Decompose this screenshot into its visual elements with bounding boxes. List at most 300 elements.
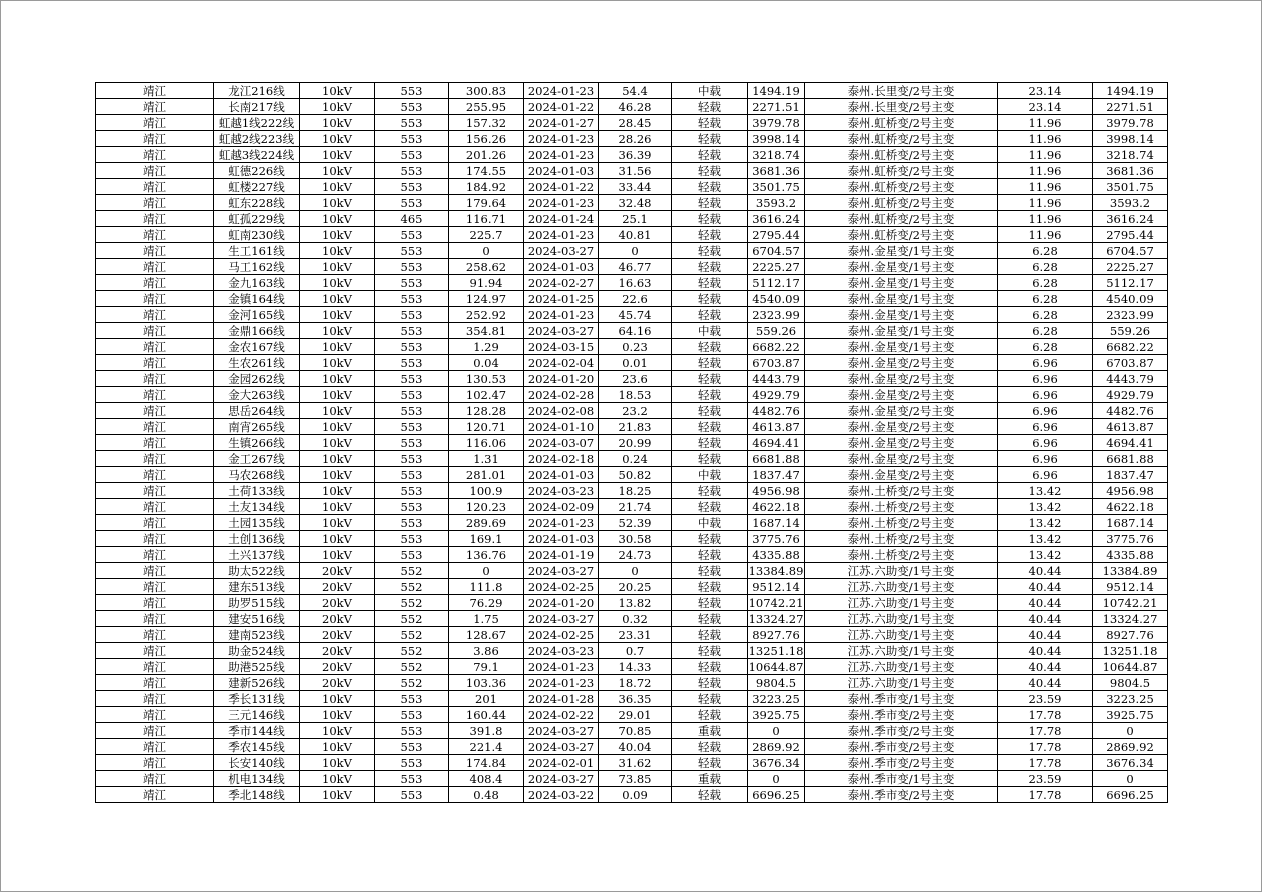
- cell-remaining-capacity: 6704.57: [1093, 243, 1168, 259]
- cell-transformer-margin: 6.96: [998, 451, 1093, 467]
- cell-available-capacity: 1687.14: [748, 515, 805, 531]
- cell-rated-capacity: 553: [375, 691, 449, 707]
- cell-load-status: 轻载: [672, 579, 748, 595]
- cell-voltage-level: 10kV: [300, 243, 375, 259]
- cell-load-rate: 23.31: [599, 627, 672, 643]
- cell-remaining-capacity: 9512.14: [1093, 579, 1168, 595]
- cell-load-status: 轻载: [672, 611, 748, 627]
- cell-county: 靖江: [96, 483, 214, 499]
- cell-available-capacity: 3925.75: [748, 707, 805, 723]
- cell-load-status: 轻载: [672, 147, 748, 163]
- cell-substation-transformer: 泰州.金星变/2号主变: [805, 419, 998, 435]
- cell-load-rate: 33.44: [599, 179, 672, 195]
- cell-county: 靖江: [96, 131, 214, 147]
- cell-peak-load: 111.8: [449, 579, 524, 595]
- cell-substation-transformer: 泰州.金星变/2号主变: [805, 467, 998, 483]
- cell-substation-transformer: 泰州.金星变/2号主变: [805, 435, 998, 451]
- cell-transformer-margin: 40.44: [998, 563, 1093, 579]
- cell-substation-transformer: 泰州.金星变/2号主变: [805, 355, 998, 371]
- cell-load-rate: 0: [599, 563, 672, 579]
- table-row: [96, 691, 1168, 707]
- cell-remaining-capacity: 4613.87: [1093, 419, 1168, 435]
- cell-peak-date: 2024-03-22: [524, 787, 599, 803]
- cell-county: 靖江: [96, 467, 214, 483]
- cell-load-status: 中载: [672, 83, 748, 99]
- cell-load-rate: 18.25: [599, 483, 672, 499]
- table-row: [96, 595, 1168, 611]
- cell-available-capacity: 4694.41: [748, 435, 805, 451]
- cell-rated-capacity: 553: [375, 723, 449, 739]
- cell-remaining-capacity: 5112.17: [1093, 275, 1168, 291]
- cell-voltage-level: 10kV: [300, 451, 375, 467]
- cell-feeder-name: 季北148线: [214, 787, 300, 803]
- cell-feeder-name: 虹越1线222线: [214, 115, 300, 131]
- cell-available-capacity: 2271.51: [748, 99, 805, 115]
- cell-available-capacity: 3998.14: [748, 131, 805, 147]
- cell-transformer-margin: 11.96: [998, 227, 1093, 243]
- cell-peak-date: 2024-01-23: [524, 147, 599, 163]
- cell-peak-date: 2024-01-23: [524, 195, 599, 211]
- table-row: [96, 755, 1168, 771]
- cell-load-status: 轻载: [672, 435, 748, 451]
- cell-feeder-name: 机电134线: [214, 771, 300, 787]
- cell-peak-load: 179.64: [449, 195, 524, 211]
- cell-remaining-capacity: 3775.76: [1093, 531, 1168, 547]
- cell-peak-date: 2024-01-23: [524, 675, 599, 691]
- cell-load-rate: 45.74: [599, 307, 672, 323]
- cell-rated-capacity: 553: [375, 259, 449, 275]
- cell-load-status: 轻载: [672, 163, 748, 179]
- cell-transformer-margin: 11.96: [998, 179, 1093, 195]
- cell-load-status: 轻载: [672, 547, 748, 563]
- cell-peak-date: 2024-03-27: [524, 323, 599, 339]
- table-row: [96, 707, 1168, 723]
- cell-remaining-capacity: 559.26: [1093, 323, 1168, 339]
- cell-voltage-level: 20kV: [300, 563, 375, 579]
- cell-available-capacity: 4482.76: [748, 403, 805, 419]
- cell-substation-transformer: 江苏.六助变/1号主变: [805, 611, 998, 627]
- table-row: [96, 323, 1168, 339]
- cell-available-capacity: 4956.98: [748, 483, 805, 499]
- cell-feeder-name: 金鼎166线: [214, 323, 300, 339]
- cell-transformer-margin: 6.96: [998, 403, 1093, 419]
- cell-substation-transformer: 泰州.季市变/2号主变: [805, 723, 998, 739]
- cell-load-rate: 13.82: [599, 595, 672, 611]
- cell-load-rate: 21.83: [599, 419, 672, 435]
- cell-available-capacity: 6703.87: [748, 355, 805, 371]
- cell-remaining-capacity: 3998.14: [1093, 131, 1168, 147]
- cell-county: 靖江: [96, 531, 214, 547]
- cell-remaining-capacity: 13384.89: [1093, 563, 1168, 579]
- cell-feeder-name: 助金524线: [214, 643, 300, 659]
- cell-transformer-margin: 40.44: [998, 611, 1093, 627]
- table-row: [96, 563, 1168, 579]
- cell-substation-transformer: 江苏.六助变/1号主变: [805, 659, 998, 675]
- cell-peak-load: 120.23: [449, 499, 524, 515]
- cell-feeder-name: 生镇266线: [214, 435, 300, 451]
- cell-voltage-level: 10kV: [300, 179, 375, 195]
- cell-feeder-name: 金河165线: [214, 307, 300, 323]
- cell-remaining-capacity: 3676.34: [1093, 755, 1168, 771]
- cell-feeder-name: 思岳264线: [214, 403, 300, 419]
- cell-available-capacity: 4613.87: [748, 419, 805, 435]
- cell-substation-transformer: 泰州.金星变/1号主变: [805, 323, 998, 339]
- cell-rated-capacity: 553: [375, 339, 449, 355]
- cell-peak-date: 2024-02-04: [524, 355, 599, 371]
- cell-remaining-capacity: 0: [1093, 771, 1168, 787]
- cell-remaining-capacity: 6681.88: [1093, 451, 1168, 467]
- cell-substation-transformer: 泰州.土桥变/2号主变: [805, 515, 998, 531]
- cell-peak-load: 0.48: [449, 787, 524, 803]
- cell-peak-date: 2024-02-28: [524, 387, 599, 403]
- cell-peak-load: 136.76: [449, 547, 524, 563]
- cell-voltage-level: 10kV: [300, 499, 375, 515]
- cell-voltage-level: 10kV: [300, 275, 375, 291]
- cell-load-rate: 21.74: [599, 499, 672, 515]
- cell-load-rate: 20.25: [599, 579, 672, 595]
- cell-load-status: 轻载: [672, 691, 748, 707]
- cell-load-status: 轻载: [672, 451, 748, 467]
- cell-peak-load: 0.04: [449, 355, 524, 371]
- cell-load-rate: 29.01: [599, 707, 672, 723]
- cell-feeder-name: 助罗515线: [214, 595, 300, 611]
- cell-voltage-level: 10kV: [300, 99, 375, 115]
- cell-rated-capacity: 553: [375, 515, 449, 531]
- cell-voltage-level: 10kV: [300, 435, 375, 451]
- cell-load-rate: 32.48: [599, 195, 672, 211]
- cell-load-status: 轻载: [672, 403, 748, 419]
- cell-substation-transformer: 泰州.虹桥变/2号主变: [805, 195, 998, 211]
- cell-feeder-name: 长安140线: [214, 755, 300, 771]
- cell-load-rate: 73.85: [599, 771, 672, 787]
- cell-rated-capacity: 553: [375, 483, 449, 499]
- table-row: [96, 83, 1168, 99]
- cell-feeder-name: 土兴137线: [214, 547, 300, 563]
- cell-rated-capacity: 553: [375, 163, 449, 179]
- cell-rated-capacity: 553: [375, 115, 449, 131]
- cell-substation-transformer: 泰州.金星变/2号主变: [805, 371, 998, 387]
- cell-feeder-name: 建南523线: [214, 627, 300, 643]
- cell-load-status: 轻载: [672, 211, 748, 227]
- cell-peak-load: 289.69: [449, 515, 524, 531]
- cell-county: 靖江: [96, 451, 214, 467]
- table-row: [96, 147, 1168, 163]
- cell-substation-transformer: 泰州.虹桥变/2号主变: [805, 163, 998, 179]
- cell-available-capacity: 3681.36: [748, 163, 805, 179]
- cell-voltage-level: 20kV: [300, 675, 375, 691]
- cell-peak-date: 2024-03-27: [524, 243, 599, 259]
- cell-transformer-margin: 40.44: [998, 643, 1093, 659]
- table-row: [96, 547, 1168, 563]
- cell-transformer-margin: 6.28: [998, 291, 1093, 307]
- cell-peak-load: 1.75: [449, 611, 524, 627]
- cell-load-rate: 23.6: [599, 371, 672, 387]
- cell-rated-capacity: 552: [375, 611, 449, 627]
- cell-load-status: 轻载: [672, 755, 748, 771]
- cell-rated-capacity: 553: [375, 323, 449, 339]
- cell-rated-capacity: 553: [375, 307, 449, 323]
- cell-peak-load: 300.83: [449, 83, 524, 99]
- cell-transformer-margin: 6.96: [998, 355, 1093, 371]
- cell-peak-load: 201.26: [449, 147, 524, 163]
- cell-feeder-name: 龙江216线: [214, 83, 300, 99]
- cell-remaining-capacity: 4482.76: [1093, 403, 1168, 419]
- cell-feeder-name: 建新526线: [214, 675, 300, 691]
- cell-rated-capacity: 553: [375, 99, 449, 115]
- cell-rated-capacity: 553: [375, 387, 449, 403]
- cell-substation-transformer: 泰州.季市变/1号主变: [805, 771, 998, 787]
- cell-remaining-capacity: 1687.14: [1093, 515, 1168, 531]
- table-row: [96, 195, 1168, 211]
- cell-voltage-level: 10kV: [300, 739, 375, 755]
- cell-voltage-level: 20kV: [300, 579, 375, 595]
- cell-transformer-margin: 6.96: [998, 467, 1093, 483]
- cell-load-status: 重载: [672, 723, 748, 739]
- cell-transformer-margin: 13.42: [998, 499, 1093, 515]
- cell-voltage-level: 20kV: [300, 595, 375, 611]
- cell-transformer-margin: 40.44: [998, 627, 1093, 643]
- cell-transformer-margin: 40.44: [998, 659, 1093, 675]
- cell-remaining-capacity: 10644.87: [1093, 659, 1168, 675]
- table-row: [96, 131, 1168, 147]
- table-row: [96, 275, 1168, 291]
- cell-load-rate: 0.24: [599, 451, 672, 467]
- cell-substation-transformer: 泰州.长里变/2号主变: [805, 99, 998, 115]
- table-row: [96, 611, 1168, 627]
- cell-peak-date: 2024-01-23: [524, 131, 599, 147]
- cell-feeder-name: 季农145线: [214, 739, 300, 755]
- cell-available-capacity: 10644.87: [748, 659, 804, 674]
- cell-available-capacity: 4540.09: [748, 291, 805, 307]
- cell-peak-date: 2024-03-07: [524, 435, 599, 451]
- cell-voltage-level: 10kV: [300, 259, 375, 275]
- table-row: [96, 515, 1168, 531]
- cell-rated-capacity: 553: [375, 195, 449, 211]
- cell-available-capacity: 13251.18: [748, 643, 804, 658]
- cell-substation-transformer: 泰州.金星变/1号主变: [805, 243, 998, 259]
- cell-voltage-level: 10kV: [300, 147, 375, 163]
- cell-county: 靖江: [96, 355, 214, 371]
- table-row: [96, 451, 1168, 467]
- cell-load-rate: 0.32: [599, 611, 672, 627]
- cell-feeder-name: 虹越3线224线: [214, 147, 300, 163]
- cell-voltage-level: 20kV: [300, 659, 375, 675]
- cell-transformer-margin: 17.78: [998, 723, 1093, 739]
- cell-load-status: 中载: [672, 515, 748, 531]
- cell-load-status: 轻载: [672, 595, 748, 611]
- cell-load-rate: 31.62: [599, 755, 672, 771]
- cell-transformer-margin: 6.28: [998, 275, 1093, 291]
- cell-peak-date: 2024-01-22: [524, 179, 599, 195]
- cell-substation-transformer: 江苏.六助变/1号主变: [805, 675, 998, 691]
- cell-load-rate: 0.23: [599, 339, 672, 355]
- cell-county: 靖江: [96, 499, 214, 515]
- cell-remaining-capacity: 8927.76: [1093, 627, 1168, 643]
- cell-rated-capacity: 553: [375, 547, 449, 563]
- cell-load-status: 轻载: [672, 659, 748, 675]
- cell-feeder-name: 季市144线: [214, 723, 300, 739]
- cell-feeder-name: 土园135线: [214, 515, 300, 531]
- table-row: [96, 243, 1168, 259]
- cell-peak-date: 2024-01-03: [524, 259, 599, 275]
- cell-substation-transformer: 泰州.季市变/2号主变: [805, 755, 998, 771]
- cell-peak-load: 100.9: [449, 483, 524, 499]
- cell-rated-capacity: 552: [375, 627, 449, 643]
- cell-available-capacity: 6681.88: [748, 451, 805, 467]
- cell-remaining-capacity: 3925.75: [1093, 707, 1168, 723]
- table-row: [96, 467, 1168, 483]
- cell-available-capacity: 559.26: [748, 323, 805, 339]
- table-row: [96, 771, 1168, 787]
- cell-peak-load: 391.8: [449, 723, 524, 739]
- cell-peak-date: 2024-01-03: [524, 163, 599, 179]
- cell-available-capacity: 3501.75: [748, 179, 805, 195]
- table-row: [96, 339, 1168, 355]
- cell-load-status: 轻载: [672, 419, 748, 435]
- cell-remaining-capacity: 2869.92: [1093, 739, 1168, 755]
- cell-peak-date: 2024-02-09: [524, 499, 599, 515]
- cell-substation-transformer: 泰州.金星变/2号主变: [805, 451, 998, 467]
- cell-peak-date: 2024-01-03: [524, 531, 599, 547]
- cell-remaining-capacity: 0: [1093, 723, 1168, 739]
- cell-county: 靖江: [96, 787, 214, 803]
- cell-load-status: 轻载: [672, 243, 748, 259]
- cell-load-rate: 25.1: [599, 211, 672, 227]
- cell-peak-load: 169.1: [449, 531, 524, 547]
- cell-peak-load: 103.36: [449, 675, 524, 691]
- cell-peak-load: 0: [449, 563, 524, 579]
- cell-voltage-level: 10kV: [300, 83, 375, 99]
- cell-peak-date: 2024-02-08: [524, 403, 599, 419]
- cell-load-status: 轻载: [672, 131, 748, 147]
- cell-rated-capacity: 552: [375, 579, 449, 595]
- cell-county: 靖江: [96, 643, 214, 659]
- table-row: [96, 355, 1168, 371]
- cell-substation-transformer: 泰州.虹桥变/2号主变: [805, 115, 998, 131]
- cell-load-status: 轻载: [672, 195, 748, 211]
- cell-available-capacity: 10742.21: [748, 595, 804, 610]
- cell-available-capacity: 2323.99: [748, 307, 805, 323]
- cell-substation-transformer: 江苏.六助变/1号主变: [805, 627, 998, 643]
- cell-remaining-capacity: 3223.25: [1093, 691, 1168, 707]
- cell-substation-transformer: 泰州.虹桥变/2号主变: [805, 179, 998, 195]
- table-row: [96, 387, 1168, 403]
- cell-load-rate: 22.6: [599, 291, 672, 307]
- cell-county: 靖江: [96, 83, 214, 99]
- cell-county: 靖江: [96, 691, 214, 707]
- cell-county: 靖江: [96, 627, 214, 643]
- cell-remaining-capacity: 6682.22: [1093, 339, 1168, 355]
- cell-rated-capacity: 553: [375, 227, 449, 243]
- cell-voltage-level: 10kV: [300, 227, 375, 243]
- cell-load-status: 轻载: [672, 99, 748, 115]
- cell-voltage-level: 10kV: [300, 403, 375, 419]
- cell-available-capacity: 2795.44: [748, 227, 805, 243]
- cell-rated-capacity: 553: [375, 739, 449, 755]
- cell-voltage-level: 10kV: [300, 323, 375, 339]
- cell-peak-date: 2024-02-22: [524, 707, 599, 723]
- table-row: [96, 435, 1168, 451]
- cell-substation-transformer: 泰州.金星变/1号主变: [805, 291, 998, 307]
- cell-county: 靖江: [96, 227, 214, 243]
- cell-transformer-margin: 11.96: [998, 163, 1093, 179]
- cell-peak-load: 76.29: [449, 595, 524, 611]
- cell-rated-capacity: 552: [375, 659, 449, 675]
- cell-load-rate: 40.04: [599, 739, 672, 755]
- cell-remaining-capacity: 2225.27: [1093, 259, 1168, 275]
- cell-transformer-margin: 6.28: [998, 259, 1093, 275]
- cell-load-rate: 16.63: [599, 275, 672, 291]
- cell-remaining-capacity: 3616.24: [1093, 211, 1168, 227]
- cell-transformer-margin: 6.28: [998, 243, 1093, 259]
- cell-feeder-name: 季长131线: [214, 691, 300, 707]
- cell-transformer-margin: 6.96: [998, 371, 1093, 387]
- cell-load-rate: 31.56: [599, 163, 672, 179]
- cell-substation-transformer: 江苏.六助变/1号主变: [805, 643, 998, 659]
- table-row: [96, 643, 1168, 659]
- cell-peak-date: 2024-03-23: [524, 483, 599, 499]
- cell-feeder-name: 金九163线: [214, 275, 300, 291]
- cell-load-status: 轻载: [672, 563, 748, 579]
- cell-peak-date: 2024-03-23: [524, 643, 599, 659]
- cell-remaining-capacity: 2323.99: [1093, 307, 1168, 323]
- table-row: [96, 307, 1168, 323]
- cell-county: 靖江: [96, 435, 214, 451]
- cell-load-status: 轻载: [672, 675, 748, 691]
- cell-substation-transformer: 泰州.金星变/1号主变: [805, 307, 998, 323]
- cell-substation-transformer: 泰州.金星变/1号主变: [805, 275, 998, 291]
- cell-load-rate: 50.82: [599, 467, 672, 483]
- cell-available-capacity: 3218.74: [748, 147, 805, 163]
- cell-peak-load: 128.28: [449, 403, 524, 419]
- cell-load-status: 轻载: [672, 531, 748, 547]
- cell-load-rate: 20.99: [599, 435, 672, 451]
- cell-peak-load: 116.06: [449, 435, 524, 451]
- cell-substation-transformer: 泰州.金星变/1号主变: [805, 259, 998, 275]
- cell-county: 靖江: [96, 563, 214, 579]
- cell-load-status: 中载: [672, 323, 748, 339]
- cell-load-status: 轻载: [672, 227, 748, 243]
- table-row: [96, 787, 1168, 803]
- table-row: [96, 419, 1168, 435]
- table-row: [96, 579, 1168, 595]
- cell-available-capacity: 6696.25: [748, 787, 805, 803]
- cell-substation-transformer: 泰州.金星变/1号主变: [805, 339, 998, 355]
- cell-peak-date: 2024-01-23: [524, 307, 599, 323]
- cell-load-status: 轻载: [672, 291, 748, 307]
- cell-load-rate: 23.2: [599, 403, 672, 419]
- cell-feeder-name: 金园262线: [214, 371, 300, 387]
- cell-county: 靖江: [96, 211, 214, 227]
- cell-transformer-margin: 11.96: [998, 147, 1093, 163]
- cell-load-rate: 0.09: [599, 787, 672, 803]
- cell-substation-transformer: 江苏.六助变/1号主变: [805, 563, 998, 579]
- cell-rated-capacity: 553: [375, 355, 449, 371]
- table-row: [96, 675, 1168, 691]
- cell-county: 靖江: [96, 579, 214, 595]
- cell-transformer-margin: 40.44: [998, 595, 1093, 611]
- cell-feeder-name: 金大263线: [214, 387, 300, 403]
- cell-peak-load: 184.92: [449, 179, 524, 195]
- cell-transformer-margin: 40.44: [998, 675, 1093, 691]
- cell-load-status: 轻载: [672, 259, 748, 275]
- cell-load-status: 轻载: [672, 115, 748, 131]
- cell-load-rate: 46.77: [599, 259, 672, 275]
- cell-load-rate: 52.39: [599, 515, 672, 531]
- cell-remaining-capacity: 3218.74: [1093, 147, 1168, 163]
- cell-transformer-margin: 17.78: [998, 707, 1093, 723]
- cell-remaining-capacity: 4622.18: [1093, 499, 1168, 515]
